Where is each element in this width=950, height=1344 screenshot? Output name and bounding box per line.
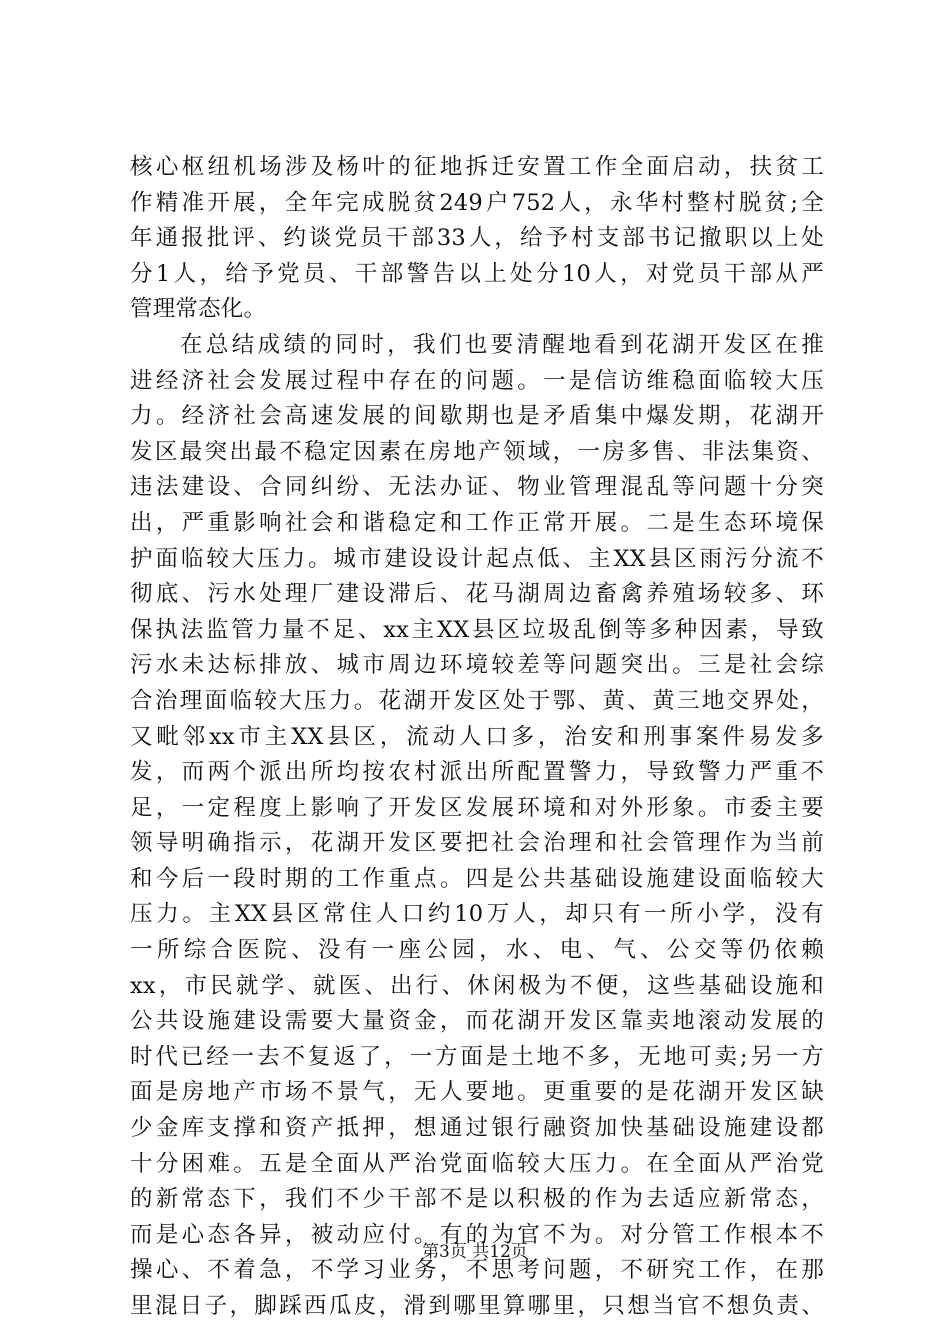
- text-line: 足，一定程度上影响了开发区发展环境和对外形象。市委主要: [130, 794, 824, 821]
- text-line: 进经济社会发展过程中存在的问题。一是信访维稳面临较大压: [130, 367, 824, 394]
- text-line: 污水未达标排放、城市周边环境较差等问题突出。三是社会综: [130, 652, 824, 679]
- text-line: 里混日子，脚踩西瓜皮，滑到哪里算哪里，只想当官不想负责、: [130, 1293, 824, 1319]
- page-number-footer: 第3页 共12页: [422, 1242, 528, 1262]
- text-line: 作精准开展，全年完成脱贫249户752人，永华村整村脱贫;全: [130, 189, 824, 216]
- text-line: 时代已经一去不复返了，一方面是土地不多，无地可卖;另一方: [130, 1043, 824, 1070]
- text-line: 操心、不着急，不学习业务，不思考问题，不研究工作，在那: [130, 1257, 824, 1284]
- text-line: 保执法监管力量不足、xx主XX县区垃圾乱倒等多种因素，导致: [130, 616, 824, 643]
- text-line: 发区最突出最不稳定因素在房地产领域，一房多售、非法集资、: [130, 438, 824, 465]
- text-line: 公共设施建设需要大量资金，而花湖开发区靠卖地滚动发展的: [130, 1008, 824, 1035]
- text-line: 一所综合医院、没有一座公园，水、电、气、公交等仍依赖: [130, 937, 824, 964]
- text-line: 核心枢纽机场涉及杨叶的征地拆迁安置工作全面启动，扶贫工: [130, 154, 824, 180]
- text-line: 年通报批评、约谈党员干部33人，给予村支部书记撤职以上处: [130, 225, 824, 252]
- text-line: 十分困难。五是全面从严治党面临较大压力。在全面从严治党: [130, 1150, 824, 1177]
- text-line: 管理常态化。: [130, 296, 267, 323]
- text-line: 彻底、污水处理厂建设滞后、花马湖周边畜禽养殖场较多、环: [130, 581, 824, 608]
- text-line: 在总结成绩的同时，我们也要清醒地看到花湖开发区在推: [180, 331, 824, 358]
- text-line: 违法建设、合同纠纷、无法办证、物业管理混乱等问题十分突: [130, 474, 824, 501]
- text-line: 压力。主XX县区常住人口约10万人，却只有一所小学，没有: [130, 901, 824, 928]
- text-line: 合治理面临较大压力。花湖开发区处于鄂、黄、黄三地交界处，: [130, 687, 824, 714]
- text-line: 少金库支撑和资产抵押，想通过银行融资加快基础设施建设都: [130, 1115, 824, 1142]
- text-line: 护面临较大压力。城市建设设计起点低、主XX县区雨污分流不: [130, 545, 824, 572]
- text-line: xx，市民就学、就医、出行、休闲极为不便，这些基础设施和: [130, 972, 824, 999]
- document-body: [130, 150, 824, 1325]
- text-line: 力。经济社会高速发展的间歇期也是矛盾集中爆发期，花湖开: [130, 403, 824, 430]
- text-line: 面是房地产市场不景气，无人要地。更重要的是花湖开发区缺: [130, 1079, 824, 1106]
- text-line: 领导明确指示，花湖开发区要把社会治理和社会管理作为当前: [130, 830, 824, 857]
- text-line: 而是心态各异，被动应付。有的为官不为。对分管工作根本不: [130, 1221, 824, 1248]
- text-line: 分1人，给予党员、干部警告以上处分10人，对党员干部从严: [130, 260, 824, 287]
- text-line: 又毗邻xx市主XX县区，流动人口多，治安和刑事案件易发多: [130, 723, 824, 750]
- text-line: 发，而两个派出所均按农村派出所配置警力，导致警力严重不: [130, 759, 824, 786]
- text-line: 的新常态下，我们不少干部不是以积极的作为去适应新常态，: [130, 1186, 824, 1213]
- paragraph-1: [130, 150, 824, 328]
- text-line: 和今后一段时期的工作重点。四是公共基础设施建设面临较大: [130, 865, 824, 892]
- paragraph-2: [130, 328, 824, 1325]
- text-line: 出，严重影响社会和谐稳定和工作正常开展。二是生态环境保: [130, 509, 824, 536]
